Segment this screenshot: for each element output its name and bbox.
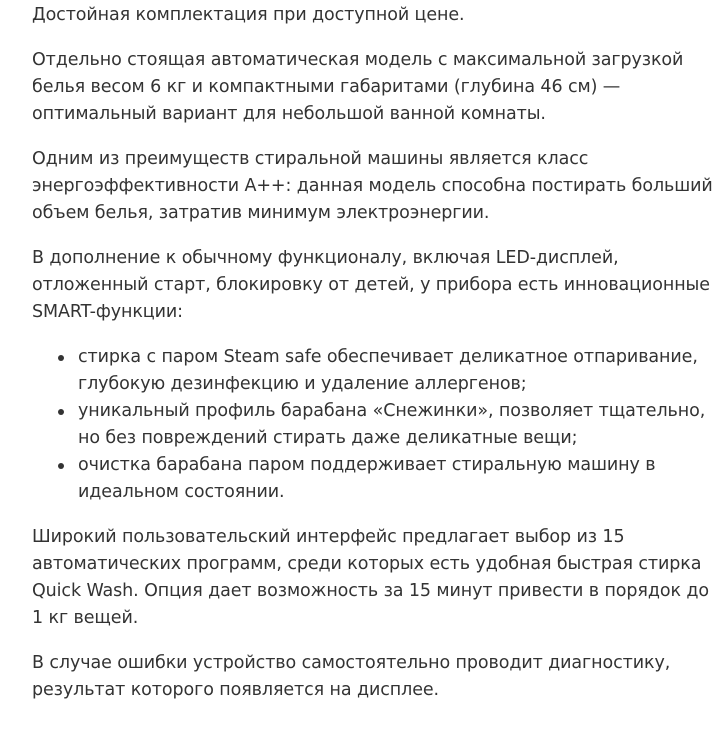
smart-features-list: [32, 344, 722, 506]
description-paragraph-energy: Одним из преимуществ стиральной машины является класс энергоэффективности А++: данная модель способна постирать больший объем белья, затратив минимум электроэнергии.: [32, 149, 713, 223]
product-description: [32, 2, 722, 722]
list-item-text: уникальный профиль барабана «Снежинки», позволяет тщательно, но без повреждений стирать даже деликатные вещи;: [78, 401, 706, 448]
bullet-icon: [58, 409, 64, 415]
list-item-text: очистка барабана паром поддерживает стиральную машину в идеальном состоянии.: [78, 455, 656, 502]
description-paragraph-diagnostics: В случае ошибки устройство самостоятельно проводит диагностику, результат которого появляется на дисплее.: [32, 653, 671, 700]
intro-paragraph: Достойная комплектация при доступной цене.: [32, 5, 465, 25]
description-paragraph-programs: Широкий пользовательский интерфейс предлагает выбор из 15 автоматических программ, среди которых есть удобная быстрая стирка Quick Wash. Опция дает возможность за 15 минут привести в порядок до 1 кг вещей.: [32, 527, 709, 628]
description-paragraph-functions: В дополнение к обычному функционалу, включая LED-дисплей, отложенный старт, блокировку от детей, у прибора есть инновационные SMART-функции:: [32, 248, 710, 322]
bullet-icon: [58, 355, 64, 361]
list-item: [78, 344, 722, 398]
description-paragraph-load: Отдельно стоящая автоматическая модель с максимальной загрузкой белья весом 6 кг и компактными габаритами (глубина 46 см) — оптимальный вариант для небольшой ванной комнаты.: [32, 50, 684, 124]
list-item: [78, 398, 722, 452]
bullet-icon: [58, 463, 64, 469]
list-item: [78, 452, 722, 506]
list-item-text: стирка с паром Steam safe обеспечивает деликатное отпаривание, глубокую дезинфекцию и удаление аллергенов;: [78, 347, 698, 394]
